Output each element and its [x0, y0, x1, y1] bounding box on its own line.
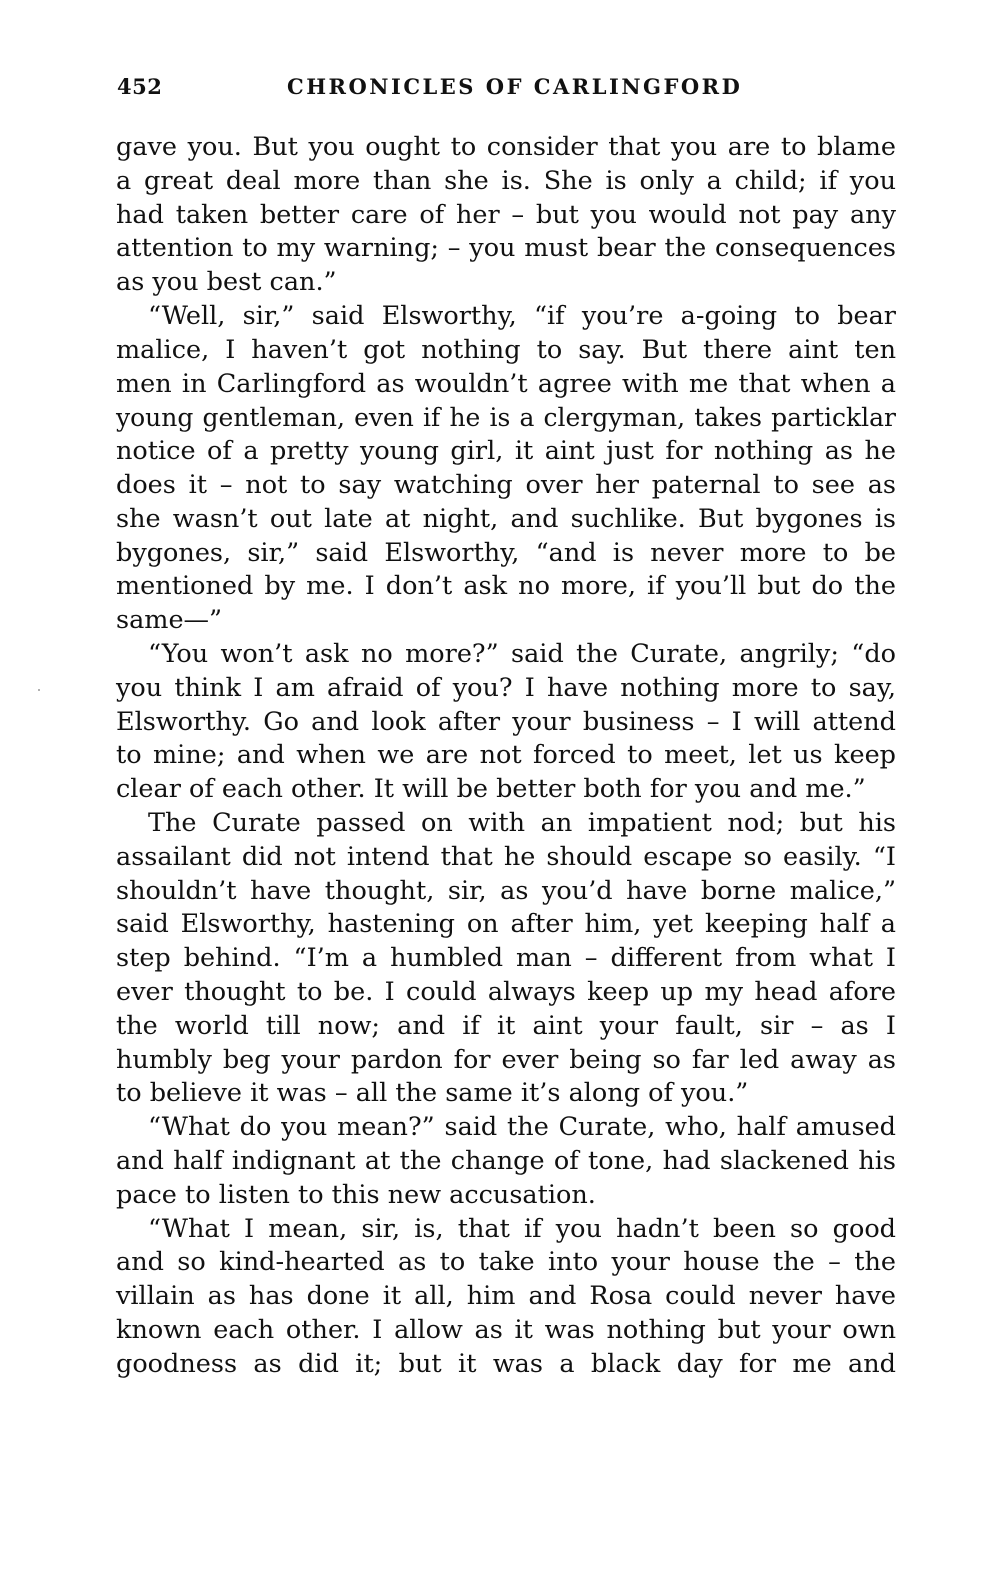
text-line: assailant did not intend that he should escape so easily. “I	[116, 841, 896, 872]
text-line: young gentleman, even if he is a clergyman, takes particklar	[116, 403, 896, 433]
text-line: known each other. I allow as it was nothing but your own	[116, 1314, 896, 1345]
text-line: the world till now; and if it aint your fault, sir – as I	[116, 1010, 896, 1041]
text-line: The Curate passed on with an impatient nod; but his	[148, 807, 896, 838]
margin-speck	[38, 689, 40, 691]
text-line: said Elsworthy, hastening on after him, yet keeping half a	[116, 909, 896, 940]
body-text	[116, 131, 896, 1381]
text-line: ever thought to be. I could always keep up my head afore	[116, 976, 896, 1007]
page-number: 452	[117, 74, 163, 99]
text-line: malice, I haven’t got nothing to say. But there aint ten	[116, 334, 896, 365]
text-line: a great deal more than she is. She is only a child; if you	[116, 165, 896, 196]
text-line: clear of each other. It will be better both for you and me.”	[116, 774, 866, 805]
running-title: CHRONICLES OF CARLINGFORD	[287, 74, 743, 99]
text-line: step behind. “I’m a humbled man – different from what I	[116, 943, 896, 974]
text-line: “You won’t ask no more?” said the Curate, angrily; “do	[148, 638, 896, 669]
text-line: same—”	[116, 605, 223, 636]
text-line: pace to listen to this new accusation.	[116, 1179, 596, 1210]
text-line: Elsworthy. Go and look after your business – I will attend	[116, 706, 896, 737]
text-line: and half indignant at the change of tone, had slackened his	[116, 1145, 896, 1176]
text-line: shouldn’t have thought, sir, as you’d have borne malice,”	[116, 875, 896, 906]
text-line: to believe it was – all the same it’s along of you.”	[116, 1078, 749, 1109]
text-line: had taken better care of her – but you would not pay any	[116, 199, 896, 230]
text-line: as you best can.”	[116, 267, 337, 298]
text-line: “What I mean, sir, is, that if you hadn’t been so good	[148, 1213, 896, 1244]
text-line: mentioned by me. I don’t ask no more, if you’ll but do the	[116, 571, 896, 602]
text-line: “What do you mean?” said the Curate, who, half amused	[148, 1112, 896, 1143]
text-line: notice of a pretty young girl, it aint just for nothing as he	[116, 436, 896, 467]
text-line: attention to my warning; – you must bear the consequences	[116, 233, 896, 264]
text-line: goodness as did it; but it was a black day for me and	[116, 1348, 896, 1379]
text-line: men in Carlingford as wouldn’t agree with me that when a	[116, 368, 896, 399]
text-line: and so kind-hearted as to take into your house the – the	[116, 1247, 896, 1278]
text-line: “Well, sir,” said Elsworthy, “if you’re a-going to bear	[148, 300, 896, 331]
text-line: bygones, sir,” said Elsworthy, “and is never more to be	[116, 537, 896, 568]
text-line: gave you. But you ought to consider that you are to blame	[116, 132, 896, 162]
text-line: does it – not to say watching over her paternal to see as	[116, 469, 896, 500]
running-head	[117, 74, 897, 104]
text-line: you think I am afraid of you? I have nothing more to say,	[116, 672, 896, 703]
text-line: she wasn’t out late at night, and suchlike. But bygones is	[116, 503, 896, 534]
text-line: villain as has done it all, him and Rosa could never have	[116, 1281, 896, 1312]
text-line: humbly beg your pardon for ever being so far led away as	[116, 1044, 896, 1075]
text-line: to mine; and when we are not forced to meet, let us keep	[116, 740, 896, 771]
